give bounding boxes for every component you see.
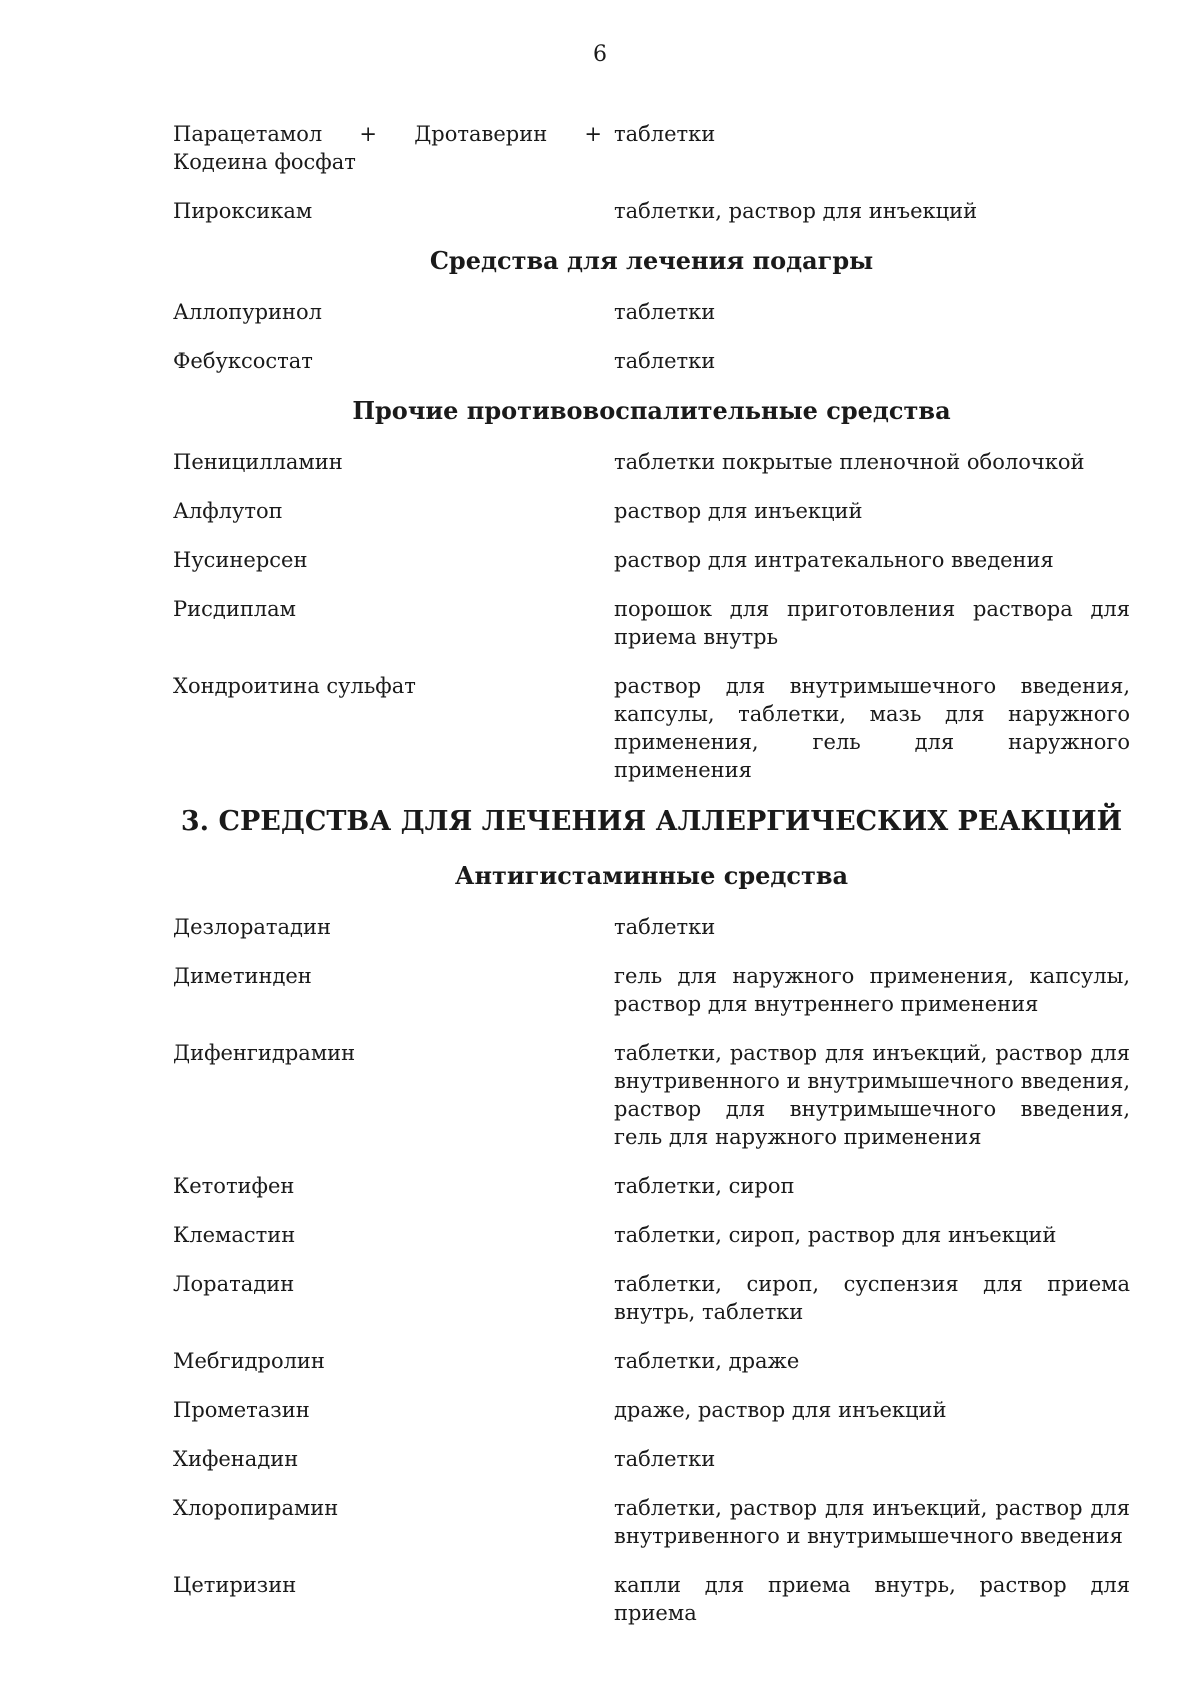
medication-name: Клемастин [173,1223,296,1247]
medication-name: Дезлоратадин [173,915,331,939]
medication-row [173,962,1130,1018]
page-number: 6 [593,42,607,67]
medication-name: Хондроитина сульфат [173,674,416,698]
medication-name: Кетотифен [173,1174,295,1198]
medication-row [173,1221,1130,1249]
medication-row [173,1571,1130,1627]
dosage-form: порошок для приготовления раствора для приема внутрь [614,597,1130,649]
medication-name: Прометазин [173,1398,310,1422]
medication-name: Лоратадин [173,1272,295,1296]
dosage-form: таблетки покрытые пленочной оболочкой [614,450,1085,474]
section-heading: 3. СРЕДСТВА ДЛЯ ЛЕЧЕНИЯ АЛЛЕРГИЧЕСКИХ РЕАКЦИЙ [180,806,1123,837]
medication-name: Цетиризин [173,1573,297,1597]
medication-name: Аллопуринол [173,300,322,324]
dosage-form: таблетки [614,349,716,373]
medication-name: Фебуксостат [173,349,313,373]
medication-row [173,1396,1130,1424]
medication-row [173,497,1130,525]
dosage-form: раствор для внутримышечного введения, капсулы, таблетки, мазь для наружного применения, гель для наружного применения [614,674,1130,782]
medication-name: Диметинден [173,964,312,988]
dosage-form: драже, раствор для инъекций [614,1398,947,1422]
medication-row [173,120,1130,176]
medication-list [173,120,1130,1648]
dosage-form: капли для приема внутрь, раствор для приема [614,1573,1130,1625]
medication-row [173,1039,1130,1151]
medication-row [173,1347,1130,1375]
medication-row [173,546,1130,574]
dosage-form: таблетки, раствор для инъекций, раствор для внутривенного и внутримышечного введения, раствор для внутримышечного введения, гель для наружного применения [614,1041,1130,1149]
medication-row [173,595,1130,651]
medication-name: Хлоропирамин [173,1496,339,1520]
dosage-form: таблетки, раствор для инъекций, раствор для внутривенного и внутримышечного введения [614,1496,1130,1548]
dosage-form: таблетки [614,122,716,146]
medication-name: Хифенадин [173,1447,299,1471]
medication-name: Пироксикам [173,199,313,223]
medication-row [173,913,1130,941]
dosage-form: таблетки [614,300,716,324]
medication-row [173,448,1130,476]
subsection-heading: Прочие противовоспалительные средства [352,396,951,425]
medication-row [173,1270,1130,1326]
dosage-form: гель для наружного применения, капсулы, раствор для внутреннего применения [614,964,1130,1016]
medication-name: Алфлутоп [173,499,283,523]
medication-row [173,672,1130,784]
subsection-heading: Средства для лечения подагры [429,246,874,275]
medication-row [173,347,1130,375]
medication-row [173,298,1130,326]
medication-name: Пеницилламин [173,450,343,474]
medication-row [173,1494,1130,1550]
medication-row [173,197,1130,225]
medication-name: Мебгидролин [173,1349,325,1373]
dosage-form: таблетки, сироп, суспензия для приема внутрь, таблетки [614,1272,1130,1324]
dosage-form: таблетки [614,1447,716,1471]
dosage-form: таблетки, сироп, раствор для инъекций [614,1223,1057,1247]
medication-name: Дифенгидрамин [173,1041,356,1065]
dosage-form: раствор для инъекций [614,499,863,523]
subsection-heading: Антигистаминные средства [454,861,849,890]
medication-row [173,1172,1130,1200]
dosage-form: таблетки, сироп [614,1174,795,1198]
dosage-form: раствор для интратекального введения [614,548,1054,572]
dosage-form: таблетки [614,915,716,939]
medication-name: Парацетамол + Дротаверин + Кодеина фосфат [173,122,602,174]
dosage-form: таблетки, драже [614,1349,800,1373]
dosage-form: таблетки, раствор для инъекций [614,199,978,223]
medication-name: Нусинерсен [173,548,308,572]
medication-name: Рисдиплам [173,597,297,621]
medication-row [173,1445,1130,1473]
